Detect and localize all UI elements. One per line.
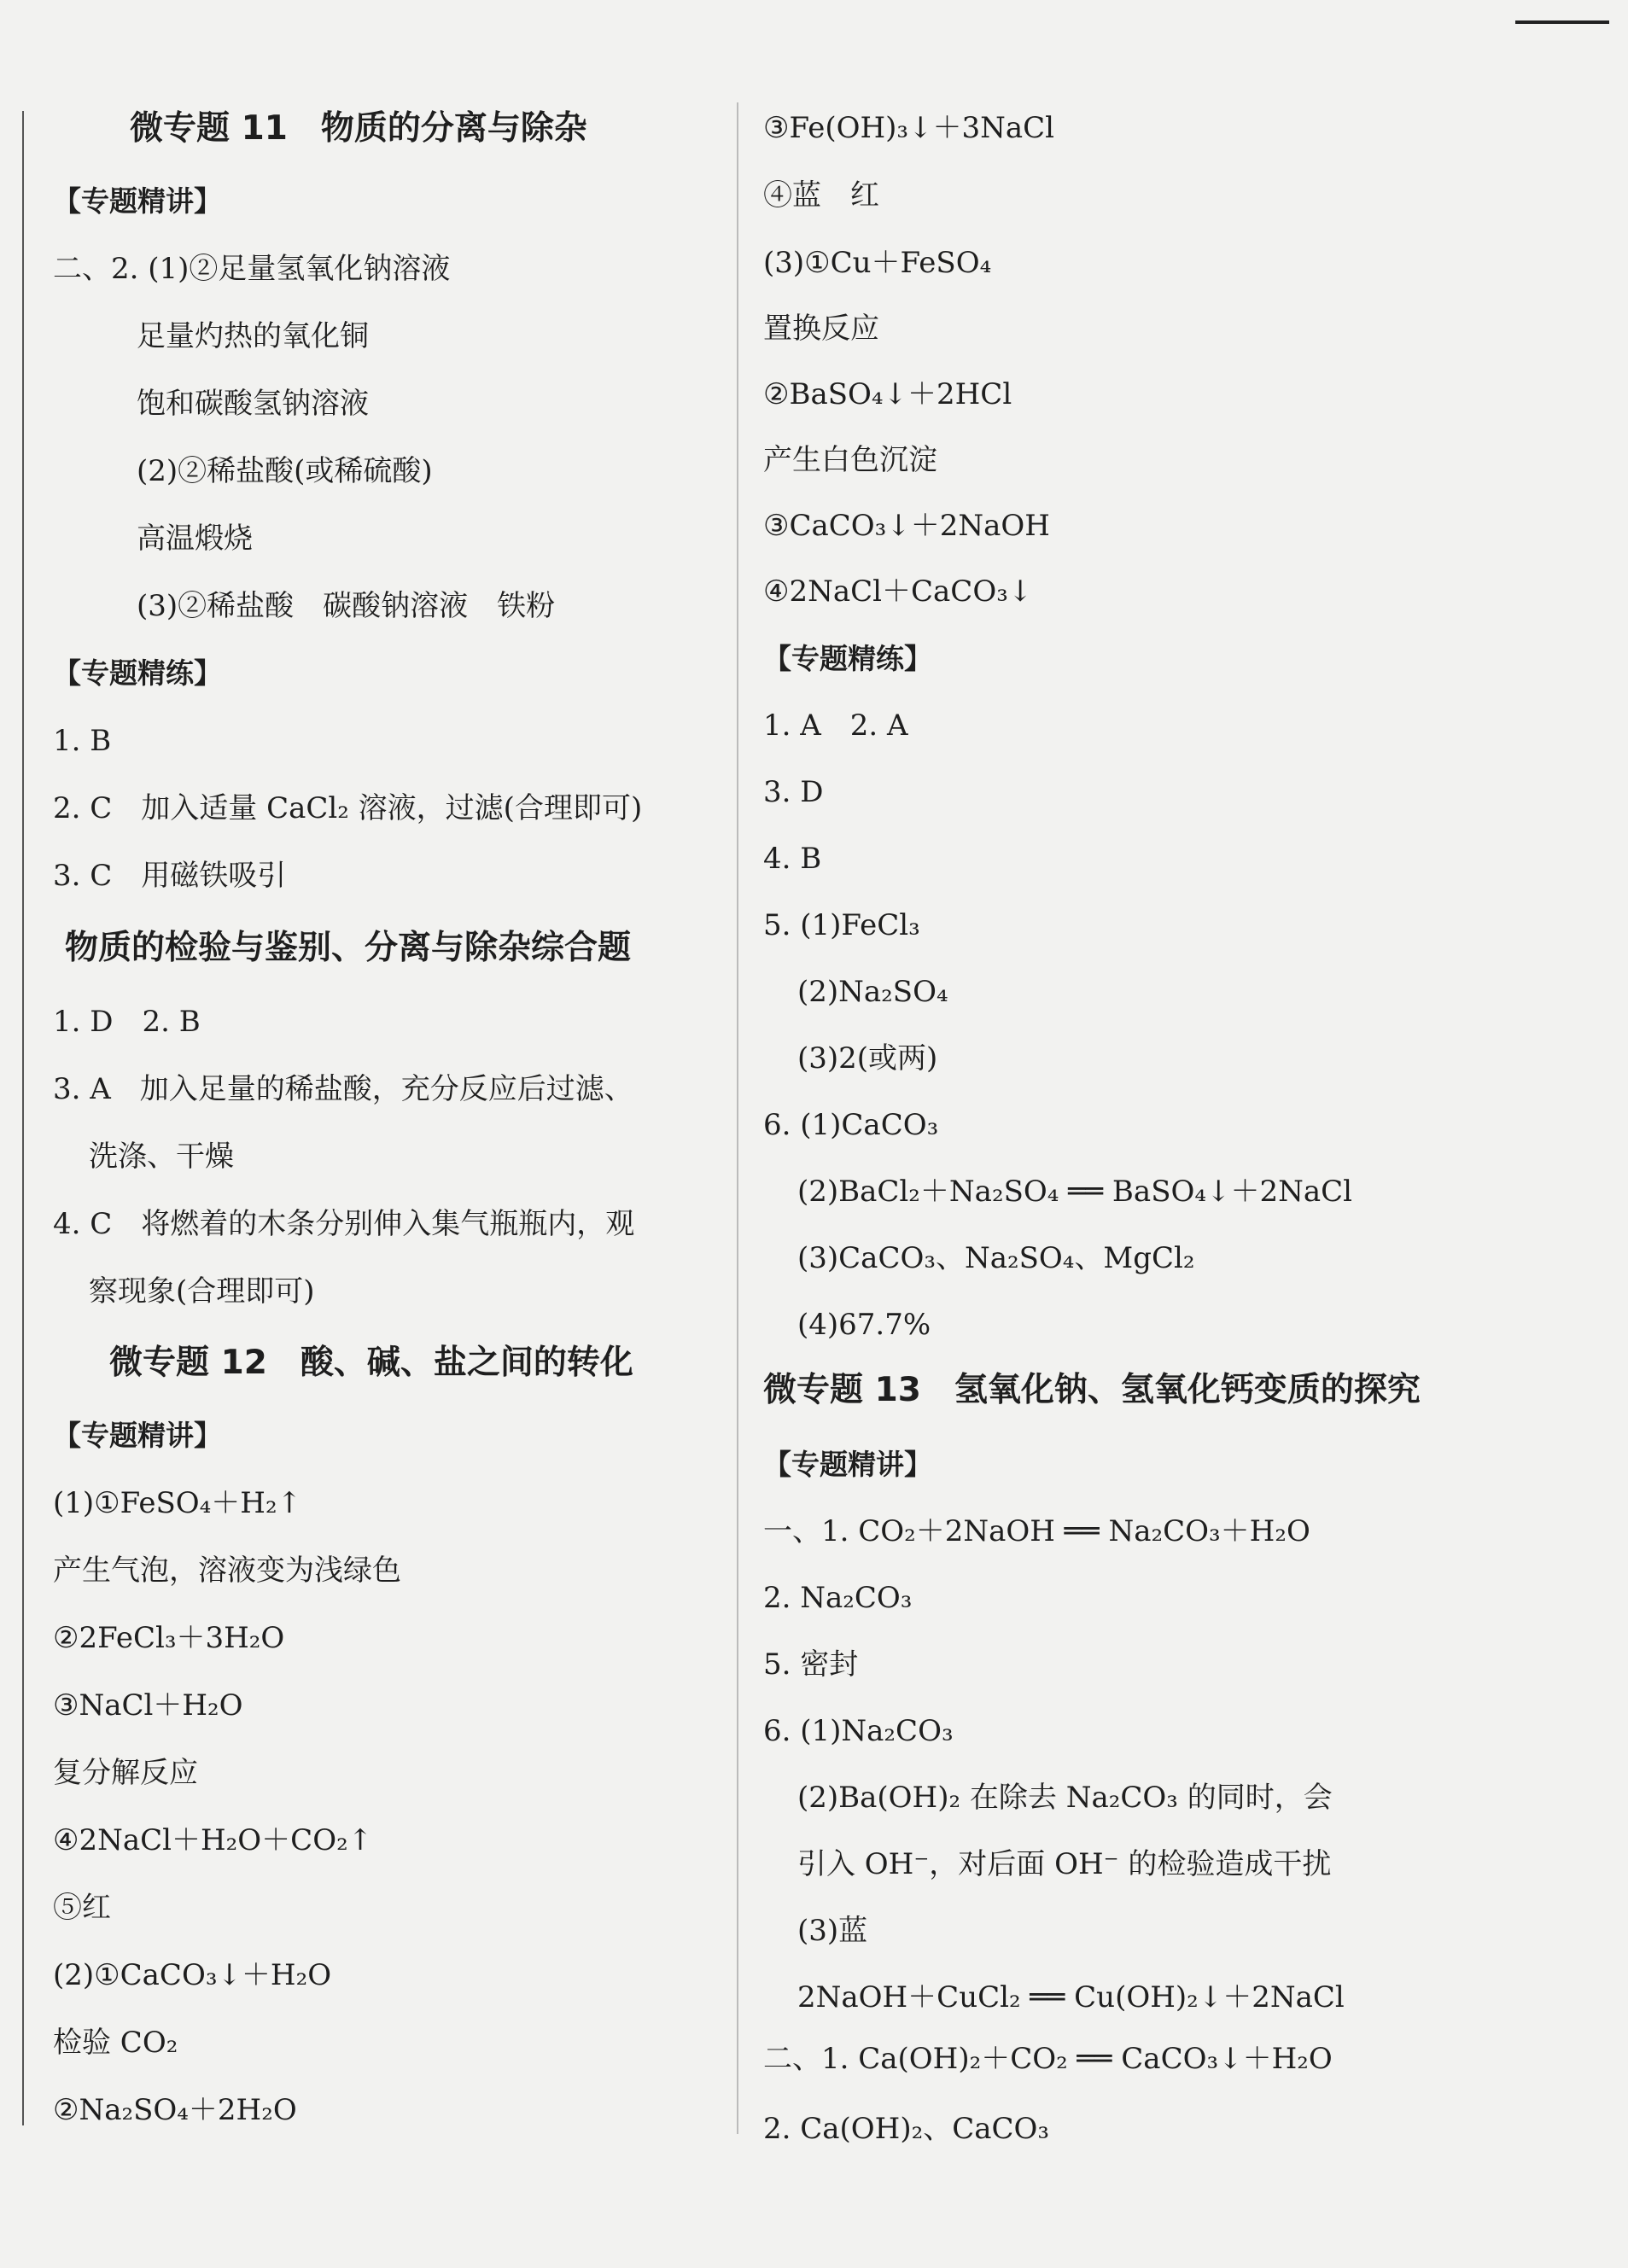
answer-line: (3)CaCO₃、Na₂SO₄、MgCl₂ — [797, 1241, 1195, 1275]
answer-line: 4. C 将燃着的木条分别伸入集气瓶瓶内，观 — [53, 1207, 635, 1241]
answer-line: 置换反应 — [763, 312, 879, 346]
answer-line: (3)蓝 — [797, 1914, 868, 1948]
answer-line: (3)①Cu＋FeSO₄ — [763, 246, 992, 280]
answer-line: 1. B — [53, 724, 112, 758]
section-practice: 【专题精练】 — [53, 656, 222, 690]
answer-line: (2)①CaCO₃↓＋H₂O — [53, 1958, 332, 1992]
answer-line: 6. (1)Na₂CO₃ — [763, 1714, 954, 1748]
section-lecture: 【专题精讲】 — [53, 184, 222, 218]
answer-line: 3. D — [763, 775, 824, 809]
answer-line: 产生白色沉淀 — [763, 443, 937, 477]
binding-edge-line — [22, 111, 24, 2125]
topic-12-heading: 微专题 12 酸、碱、盐之间的转化 — [109, 1344, 633, 1382]
answer-line: 复分解反应 — [53, 1756, 198, 1790]
section-practice: 【专题精练】 — [763, 642, 932, 675]
answer-line: (1)①FeSO₄＋H₂↑ — [53, 1486, 302, 1520]
answer-line: ②Na₂SO₄＋2H₂O — [53, 2093, 297, 2127]
answer-line: 察现象(合理即可) — [89, 1274, 315, 1309]
answer-line: ⑤红 — [53, 1891, 111, 1925]
answer-line: 4. B — [763, 842, 822, 876]
section-lecture: 【专题精讲】 — [763, 1448, 932, 1481]
answer-line: 饱和碳酸氢钠溶液 — [137, 387, 369, 421]
answer-line: 洗涤、干燥 — [89, 1140, 234, 1174]
topic-13-heading: 微专题 13 氢氧化钠、氢氧化钙变质的探究 — [763, 1371, 1421, 1409]
answer-line: (2)②稀盐酸(或稀硫酸) — [137, 454, 433, 488]
section-lecture: 【专题精讲】 — [53, 1419, 222, 1452]
mixed-topic-heading: 物质的检验与鉴别、分离与除杂综合题 — [65, 929, 632, 967]
answer-line: 5. (1)FeCl₃ — [763, 908, 920, 942]
answer-line: 3. A 加入足量的稀盐酸，充分反应后过滤、 — [53, 1072, 633, 1106]
answer-line: 2NaOH＋CuCl₂ ══ Cu(OH)₂↓＋2NaCl — [797, 1980, 1345, 2014]
answer-line: ③CaCO₃↓＋2NaOH — [763, 509, 1050, 543]
answer-line: ③NaCl＋H₂O — [53, 1688, 243, 1723]
answer-line: 1. A 2. A — [763, 708, 908, 743]
answer-line: ②2FeCl₃＋3H₂O — [53, 1621, 285, 1655]
answer-line: ④蓝 红 — [763, 178, 879, 213]
answer-line: 二、1. Ca(OH)₂＋CO₂ ══ CaCO₃↓＋H₂O — [763, 2042, 1333, 2076]
answer-line: 6. (1)CaCO₃ — [763, 1108, 939, 1142]
answer-line: ②BaSO₄↓＋2HCl — [763, 377, 1012, 411]
answer-line: 2. Ca(OH)₂、CaCO₃ — [763, 2112, 1050, 2146]
answer-line: (2)Na₂SO₄ — [797, 975, 948, 1009]
answer-line: 足量灼热的氧化铜 — [137, 319, 369, 353]
answer-line: 高温煅烧 — [137, 522, 253, 556]
answer-line: (2)BaCl₂＋Na₂SO₄ ══ BaSO₄↓＋2NaCl — [797, 1175, 1353, 1209]
answer-line: ④2NaCl＋CaCO₃↓ — [763, 574, 1033, 609]
topic-11-heading: 微专题 11 物质的分离与除杂 — [130, 109, 587, 148]
top-rule — [1515, 20, 1609, 24]
answer-line: 5. 密封 — [763, 1647, 859, 1682]
answer-line: (2)Ba(OH)₂ 在除去 Na₂CO₃ 的同时，会 — [797, 1781, 1333, 1815]
column-divider — [737, 102, 738, 2134]
answer-line: 3. C 用磁铁吸引 — [53, 859, 287, 893]
answer-line: (3)2(或两) — [797, 1041, 938, 1076]
answer-line: 引入 OH⁻，对后面 OH⁻ 的检验造成干扰 — [797, 1847, 1332, 1881]
answer-line: 检验 CO₂ — [53, 2026, 178, 2060]
answer-line: 一、1. CO₂＋2NaOH ══ Na₂CO₃＋H₂O — [763, 1514, 1310, 1548]
answer-line: 2. C 加入适量 CaCl₂ 溶液，过滤(合理即可) — [53, 791, 643, 825]
answer-line: ③Fe(OH)₃↓＋3NaCl — [763, 111, 1055, 145]
answer-line: ④2NaCl＋H₂O＋CO₂↑ — [53, 1823, 373, 1857]
answer-line: (3)②稀盐酸 碳酸钠溶液 铁粉 — [137, 589, 556, 623]
answer-line: 二、2. (1)②足量氢氧化钠溶液 — [53, 252, 451, 286]
answer-line: 2. Na₂CO₃ — [763, 1581, 913, 1615]
answer-line: 产生气泡，溶液变为浅绿色 — [53, 1554, 401, 1588]
answer-line: 1. D 2. B — [53, 1005, 201, 1039]
answer-line: (4)67.7% — [797, 1308, 931, 1342]
